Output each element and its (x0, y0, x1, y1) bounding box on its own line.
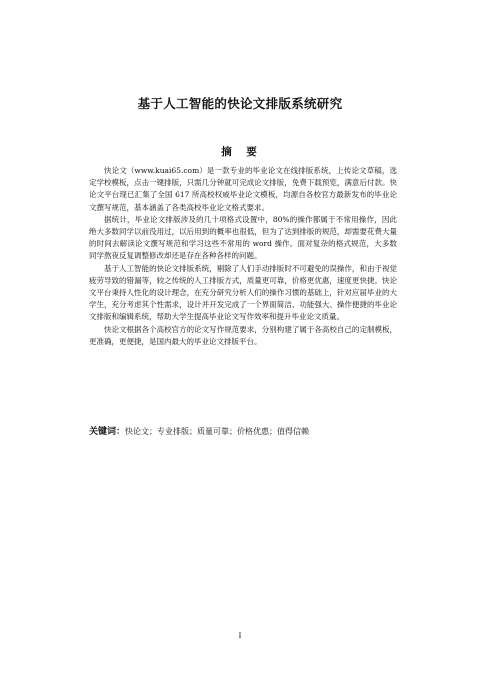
keywords-label: 关键词： (89, 427, 126, 437)
abstract-paragraph: 据统计，毕业论文排版涉及的几十项格式设置中，80%的操作都属于不常用操作，因此绝大多数同学以前没用过，以后用到的概率也很低，但为了达到排版的规范，却需要花费大量的时间去解读论文撰写规范和学习这些不常用的 word 操作。面对复杂的格式规范，大多数同学熬夜反复调整修改却还是存在各种各样的问题。 (89, 214, 397, 261)
keywords-text: 快论文；专业排版；质量可靠；价格优惠；值得信赖 (125, 427, 310, 436)
abstract-body (89, 165, 397, 348)
keywords-line (89, 424, 409, 437)
abstract-heading: 摘 要 (221, 146, 259, 158)
abstract-paragraph: 快论文根据各个高校官方的论文写作规范要求，分别构建了属于各高校自己的定制模板，更准确，更便捷，是国内最大的毕业论文排版平台。 (89, 324, 397, 346)
abstract-paragraph: 基于人工智能的快论文排版系统，剔除了人们手动排版时不可避免的误操作，和由于视觉疲劳导致的错漏等，较之传统的人工排版方式，质量更可靠，价格更优惠，速度更快捷。快论文平台秉持人性化的设计理念，在充分研究分析人们的操作习惯的基础上，针对应届毕业的大学生，充分考虑其个性需求，设计并开发完成了一个界面简洁、功能强大、操作便捷的毕业论文排版和编辑系统，帮助大学生提高毕业论文写作效率和提升毕业论文质量。 (89, 263, 397, 322)
page-number: I (238, 631, 242, 640)
abstract-paragraph: 快论文（www.kuai65.com）是一款专业的毕业论文在线排版系统，上传论文草稿，选定学校模板，点击一键排版，只需几分钟就可完成论文排版，免费下载预览，满意后付款。快论文平台现已汇集了全国 617 所高校权威毕业论文模板，均源自各校官方最新发布的毕业论文撰写规范，基本涵盖了各类高校毕业论文格式要求。 (89, 166, 397, 212)
paper-title: 基于人工智能的快论文排版系统研究 (137, 96, 343, 111)
